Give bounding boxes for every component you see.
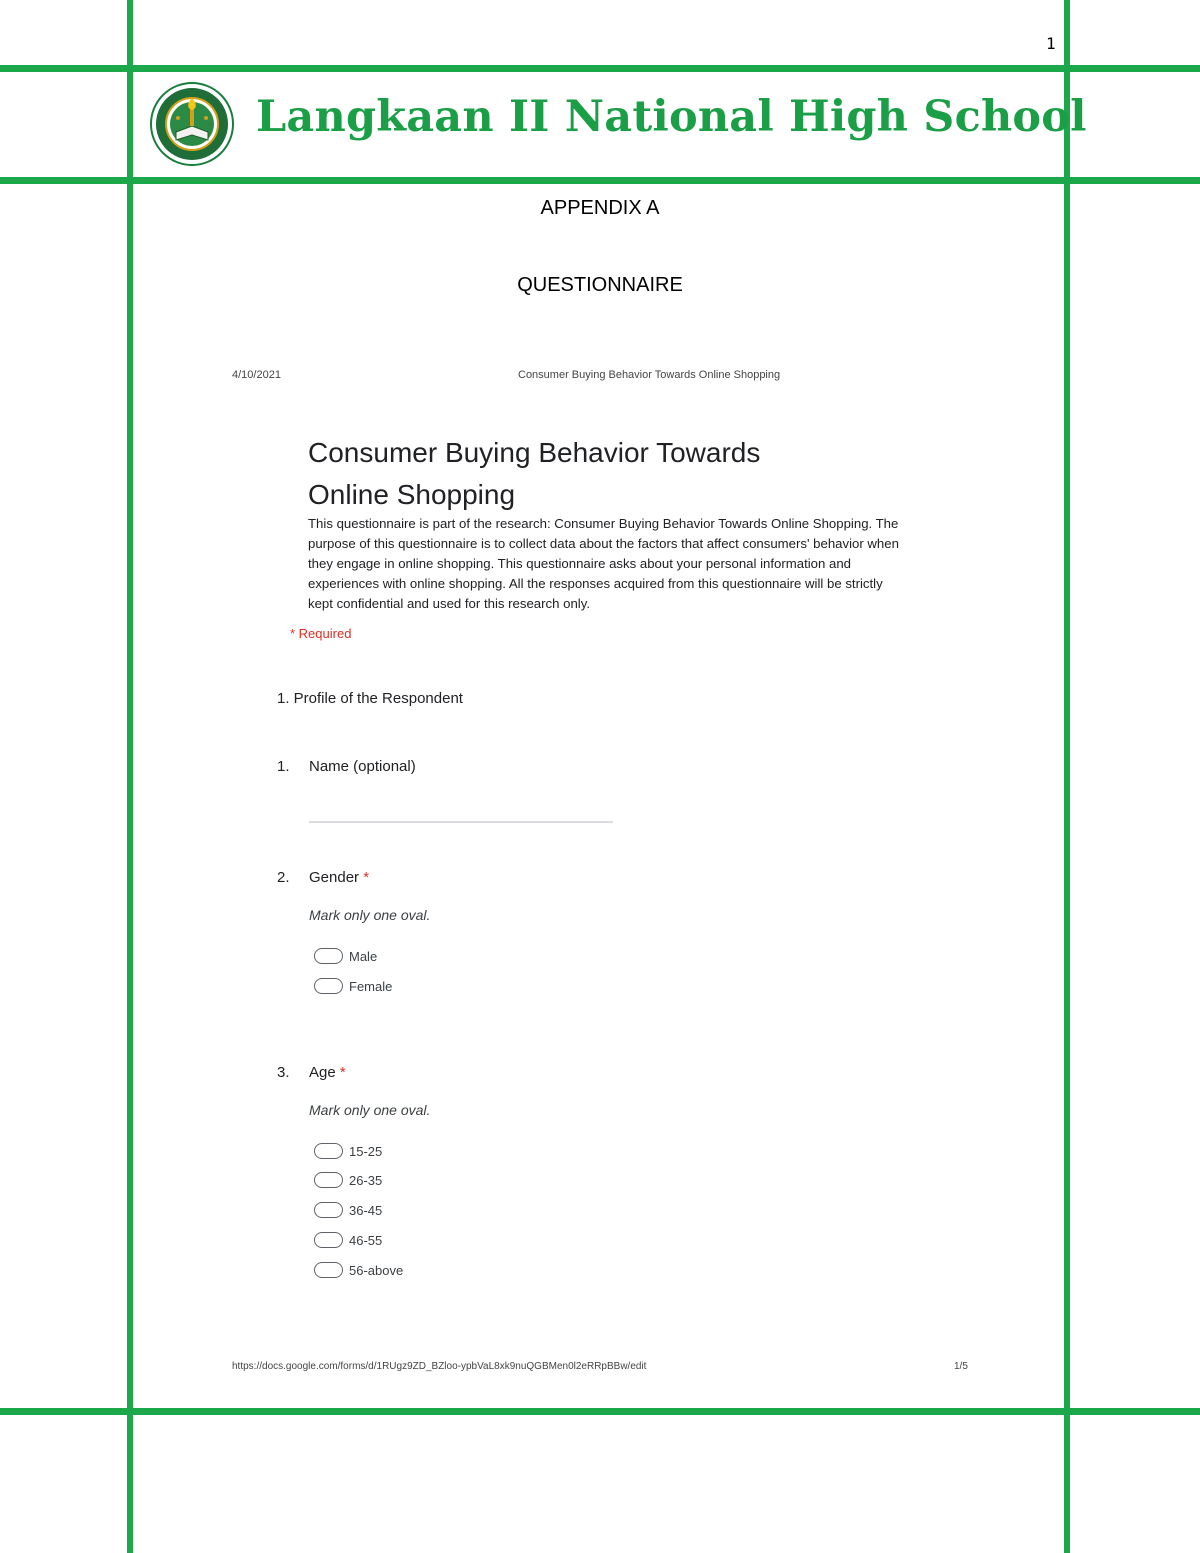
age-instruction: Mark only one oval. <box>309 1102 431 1118</box>
question-label: Name (optional) <box>309 758 416 775</box>
question-number: 3. <box>277 1064 290 1081</box>
form-title <box>308 432 868 516</box>
option-age-56-above[interactable] <box>314 1260 403 1280</box>
option-age-26-35[interactable] <box>314 1170 382 1190</box>
school-logo-icon <box>146 82 238 166</box>
radio-oval-icon[interactable] <box>314 1172 343 1188</box>
option-age-46-55[interactable] <box>314 1230 382 1250</box>
option-age-15-25[interactable] <box>314 1141 382 1161</box>
option-label: 36-45 <box>349 1202 383 1218</box>
question-name <box>277 758 416 775</box>
option-label: Female <box>349 978 393 994</box>
question-label: Gender <box>309 869 360 886</box>
page-number: 1 <box>1046 34 1056 53</box>
footer-url: https://docs.google.com/forms/d/1RUgz9ZD_BZloo-ypbVaL8xk9nuQGBMen0l2eRRpBBw/edit <box>232 1361 647 1372</box>
frame-line-footer <box>0 1408 1200 1415</box>
radio-oval-icon[interactable] <box>314 948 343 964</box>
radio-oval-icon[interactable] <box>314 1143 343 1159</box>
print-header-title: Consumer Buying Behavior Towards Online Shopping <box>518 369 781 381</box>
option-label: 56-above <box>349 1262 404 1278</box>
frame-line-right <box>1064 0 1070 1553</box>
section-title: 1. Profile of the Respondent <box>277 690 463 707</box>
footer-page-count: 1/5 <box>954 1361 968 1372</box>
question-age <box>277 1064 346 1081</box>
option-age-36-45[interactable] <box>314 1200 382 1220</box>
radio-oval-icon[interactable] <box>314 1262 343 1278</box>
radio-oval-icon[interactable] <box>314 978 343 994</box>
question-number: 1. <box>277 758 290 775</box>
radio-oval-icon[interactable] <box>314 1202 343 1218</box>
required-note: * Required <box>290 626 352 641</box>
option-female[interactable] <box>314 976 392 996</box>
question-label: Age <box>309 1064 336 1081</box>
option-label: Male <box>349 948 378 964</box>
questionnaire-label: QUESTIONNAIRE <box>517 274 683 296</box>
radio-oval-icon[interactable] <box>314 1232 343 1248</box>
required-asterisk: * <box>335 1064 346 1081</box>
appendix-label: APPENDIX A <box>540 197 660 219</box>
print-date: 4/10/2021 <box>232 369 281 381</box>
name-answer-field[interactable] <box>309 821 613 823</box>
option-label: 46-55 <box>349 1232 383 1248</box>
question-gender <box>277 869 369 886</box>
frame-line-left <box>127 0 133 1553</box>
option-label: 15-25 <box>349 1143 383 1159</box>
frame-line-header-bottom <box>0 177 1200 184</box>
required-asterisk: * <box>359 869 370 886</box>
school-name: Langkaan II National High School <box>256 92 1087 142</box>
question-number: 2. <box>277 869 290 886</box>
form-title-line-2: Online Shopping <box>308 479 516 510</box>
option-label: 26-35 <box>349 1172 383 1188</box>
frame-line-header-top <box>0 65 1200 72</box>
gender-instruction: Mark only one oval. <box>309 907 431 923</box>
form-description: This questionnaire is part of the research: Consumer Buying Behavior Towards Online Shopping. The purpose of this questionnaire is to collect data about the factors that affect consumers' behavior when they engage in online shopping. This questionnaire asks about your personal information and experiences with online shopping. All the responses acquired from this questionnaire will be strictly kept confidential and used for this research only. <box>308 516 899 611</box>
option-male[interactable] <box>314 946 377 966</box>
form-title-line-1: Consumer Buying Behavior Towards <box>308 437 761 468</box>
